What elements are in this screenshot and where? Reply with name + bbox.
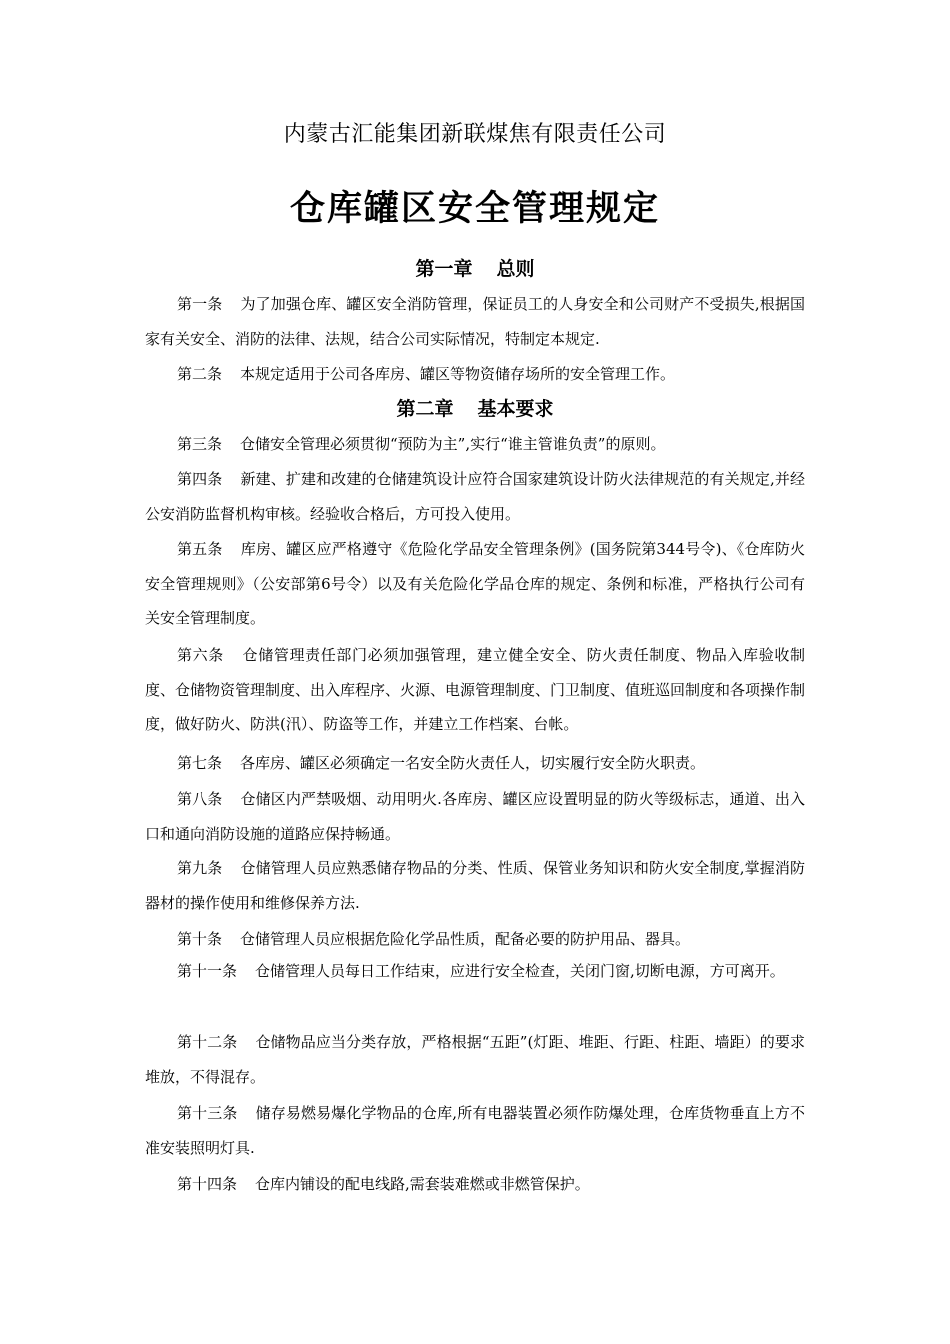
article-text: 仓储管理人员应熟悉储存物品的分类、性质、保管业务知识和防火安全制度,掌握消防器材的操作使用和维修保养方法. xyxy=(145,859,805,912)
article-paragraph xyxy=(145,922,805,957)
article-number: 第九条 xyxy=(177,859,223,877)
article-paragraph xyxy=(145,1167,805,1202)
article-text: 各库房、罐区必须确定一名安全防火责任人，切实履行安全防火职责。 xyxy=(240,754,706,772)
article-number: 第一条 xyxy=(177,295,223,313)
article-paragraph xyxy=(145,1025,805,1094)
article-number: 第五条 xyxy=(177,540,223,558)
article-number: 第三条 xyxy=(177,435,223,453)
article-number: 第七条 xyxy=(177,754,223,772)
chapter-number: 第一章 xyxy=(415,258,473,280)
article-text: 仓储管理人员每日工作结束，应进行安全检查，关闭门窗,切断电源，方可离开。 xyxy=(255,962,785,980)
article-number: 第二条 xyxy=(177,365,223,383)
article-paragraph xyxy=(145,1096,805,1165)
chapter-name: 总则 xyxy=(496,258,535,280)
article-text: 本规定适用于公司各库房、罐区等物资储存场所的安全管理工作。 xyxy=(240,365,676,383)
article-paragraph xyxy=(145,746,805,781)
article-paragraph xyxy=(145,638,805,742)
article-paragraph xyxy=(145,357,805,392)
article-number: 第四条 xyxy=(177,470,223,488)
article-text: 仓储物品应当分类存放，严格根据“五距”(灯距、堆距、行距、柱距、墙距）的要求堆放，不得混存。 xyxy=(145,1033,805,1086)
article-paragraph xyxy=(145,782,805,851)
article-text: 仓储安全管理必须贯彻“预防为主”,实行“谁主管谁负责”的原则。 xyxy=(240,435,666,453)
article-number: 第十一条 xyxy=(177,962,238,980)
chapter-number: 第二章 xyxy=(396,398,454,420)
chapter-heading xyxy=(0,255,950,283)
document-title: 仓库罐区安全管理规定 xyxy=(289,188,660,229)
company-name: 内蒙古汇能集团新联煤焦有限责任公司 xyxy=(283,122,667,147)
article-text: 库房、罐区应严格遵守《危险化学品安全管理条例》(国务院第344号令)、《仓库防火安全管理规则》（公安部第6号令）以及有关危险化学品仓库的规定、条例和标准，严格执行公司有关安全管理制度。 xyxy=(145,540,805,627)
article-text: 为了加强仓库、罐区安全消防管理，保证员工的人身安全和公司财产不受损失,根据国家有关安全、消防的法律、法规，结合公司实际情况，特制定本规定. xyxy=(145,295,805,348)
article-number: 第十三条 xyxy=(177,1104,238,1122)
article-text: 仓库内铺设的配电线路,需套装难燃或非燃管保护。 xyxy=(255,1175,590,1193)
article-number: 第十二条 xyxy=(177,1033,238,1051)
article-number: 第六条 xyxy=(177,646,224,664)
article-paragraph xyxy=(145,287,805,356)
article-paragraph xyxy=(145,462,805,531)
article-text: 储存易燃易爆化学物品的仓库,所有电器装置必须作防爆处理，仓库货物垂直上方不准安装照明灯具. xyxy=(145,1104,805,1157)
article-paragraph xyxy=(145,427,805,462)
article-paragraph xyxy=(145,954,805,989)
article-text: 新建、扩建和改建的仓储建筑设计应符合国家建筑设计防火法律规范的有关规定,并经公安消防监督机构审核。经验收合格后，方可投入使用。 xyxy=(145,470,805,523)
article-number: 第十四条 xyxy=(177,1175,238,1193)
article-paragraph xyxy=(145,532,805,636)
article-text: 仓储区内严禁吸烟、动用明火.各库房、罐区应设置明显的防火等级标志，通道、出入口和通向消防设施的道路应保持畅通。 xyxy=(145,790,805,843)
article-text: 仓储管理责任部门必须加强管理，建立健全安全、防火责任制度、物品入库验收制度、仓储物资管理制度、出入库程序、火源、电源管理制度、门卫制度、值班巡回制度和各项操作制度，做好防火、防洪(汛）、防盗等工作，并建立工作档案、台帐。 xyxy=(145,646,806,733)
article-number: 第八条 xyxy=(177,790,223,808)
article-text: 仓储管理人员应根据危险化学品性质，配备必要的防护用品、器具。 xyxy=(240,930,691,948)
article-paragraph xyxy=(145,851,805,920)
chapter-heading xyxy=(0,395,950,423)
article-number: 第十条 xyxy=(177,930,223,948)
chapter-name: 基本要求 xyxy=(477,398,554,420)
